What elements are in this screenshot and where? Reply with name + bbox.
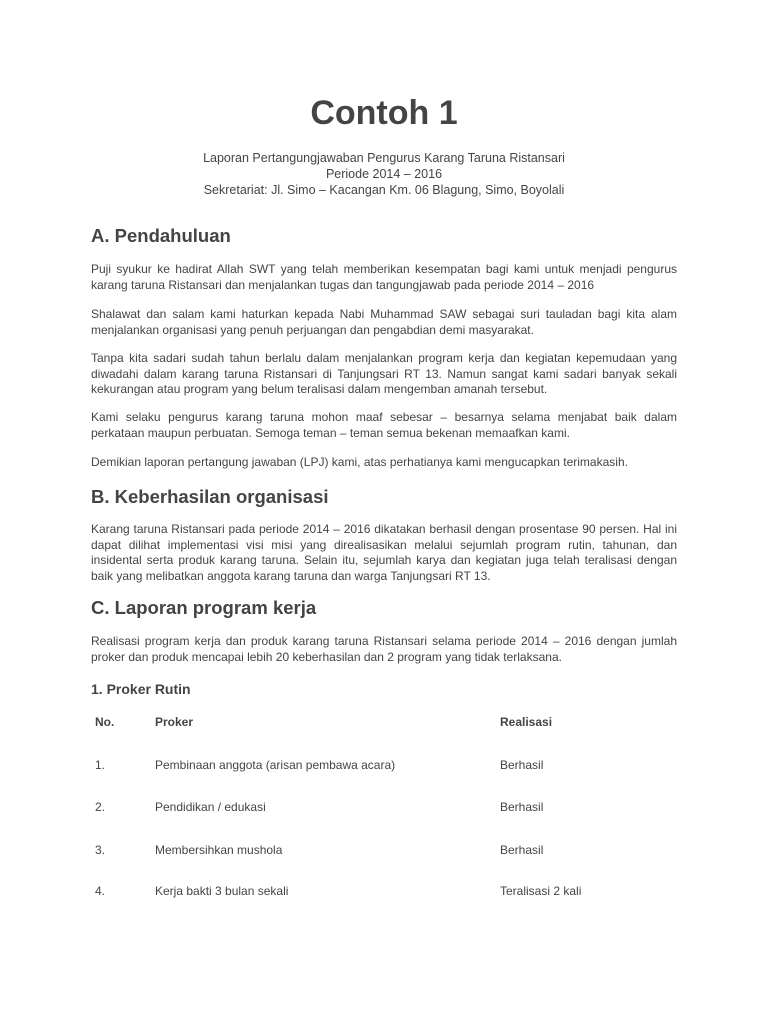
subtitle-line: Laporan Pertangungjawaban Pengurus Karang Taruna Ristansari [203, 151, 565, 165]
cell-realisasi: Berhasil [500, 758, 544, 772]
cell-proker: Pembinaan anggota (arisan pembawa acara) [155, 758, 396, 772]
document-title: Contoh 1 [310, 94, 458, 132]
paragraph: Puji syukur ke hadirat Allah SWT yang telah memberikan kesempatan bagi kami untuk menjadi pengurus karang taruna Ristansari dan menjalankan tugas dan tangungjawab pada periode 2014 – 2016 [91, 262, 677, 292]
section-heading-laporan: C. Laporan program kerja [91, 597, 317, 618]
paragraph: Kami selaku pengurus karang taruna mohon maaf sebesar – besarnya selama menjabat baik dalam perkataan maupun perbuatan. Semoga teman – teman semua bekenan memaafkan kami. [91, 410, 677, 440]
cell-realisasi: Berhasil [500, 800, 544, 814]
paragraph: Karang taruna Ristansari pada periode 2014 – 2016 dikatakan berhasil dengan prosentase 90 persen. Hal ini dapat dilihat implementasi visi misi yang direalisasikan melalui sejumlah program rutin, tahunan, dan insidental serta produk karang taruna. Selain itu, sejumlah karya dan kegiatan juga telah teralisasi dengan baik yang melibatkan anggota karang taruna dan warga Tanjungsari RT 13. [91, 522, 677, 583]
cell-no: 3. [95, 843, 106, 857]
cell-no: 4. [95, 884, 106, 898]
paragraph: Realisasi program kerja dan produk karang taruna Ristansari selama periode 2014 – 2016 dengan jumlah proker dan produk mencapai lebih 20 keberhasilan dan 2 program yang tidak terlaksana. [91, 634, 677, 664]
header-realisasi: Realisasi [500, 715, 553, 729]
cell-no: 1. [95, 758, 106, 772]
subtitle-line: Sekretariat: Jl. Simo – Kacangan Km. 06 Blagung, Simo, Boyolali [203, 183, 565, 197]
document-subtitle [0, 150, 768, 198]
paragraph: Shalawat dan salam kami haturkan kepada Nabi Muhammad SAW sebagai suri tauladan bagi kita alam menjalankan organisasi yang penuh perjuangan dan pengabdian demi masyarakat. [91, 307, 677, 337]
cell-proker: Membersihkan mushola [155, 843, 283, 857]
header-proker: Proker [155, 715, 194, 729]
paragraph: Tanpa kita sadari sudah tahun berlalu dalam menjalankan program kerja dan kegiatan kepemudaan yang diwadahi dalam karang taruna Ristansari di Tanjungsari RT 13. Namun sangat kami sadari banyak sekali kekurangan atau program yang belum teralisasi dalam mengemban amanah tersebut. [91, 351, 677, 396]
table-row [91, 884, 677, 904]
cell-realisasi: Teralisasi 2 kali [500, 884, 582, 898]
table-row [91, 758, 677, 778]
subtitle-line: Periode 2014 – 2016 [325, 167, 443, 181]
header-no: No. [95, 715, 115, 729]
cell-proker: Kerja bakti 3 bulan sekali [155, 884, 289, 898]
paragraph: Demikian laporan pertangung jawaban (LPJ) kami, atas perhatianya kami mengucapkan terimakasih. [91, 455, 628, 469]
section-heading-keberhasilan: B. Keberhasilan organisasi [91, 486, 329, 507]
cell-proker: Pendidikan / edukasi [155, 800, 266, 814]
table-header-row [91, 715, 677, 735]
table-row [91, 843, 677, 863]
cell-no: 2. [95, 800, 106, 814]
cell-realisasi: Berhasil [500, 843, 544, 857]
section-heading-pendahuluan: A. Pendahuluan [91, 225, 231, 246]
table-row [91, 800, 677, 820]
subsection-heading: 1. Proker Rutin [91, 681, 191, 697]
